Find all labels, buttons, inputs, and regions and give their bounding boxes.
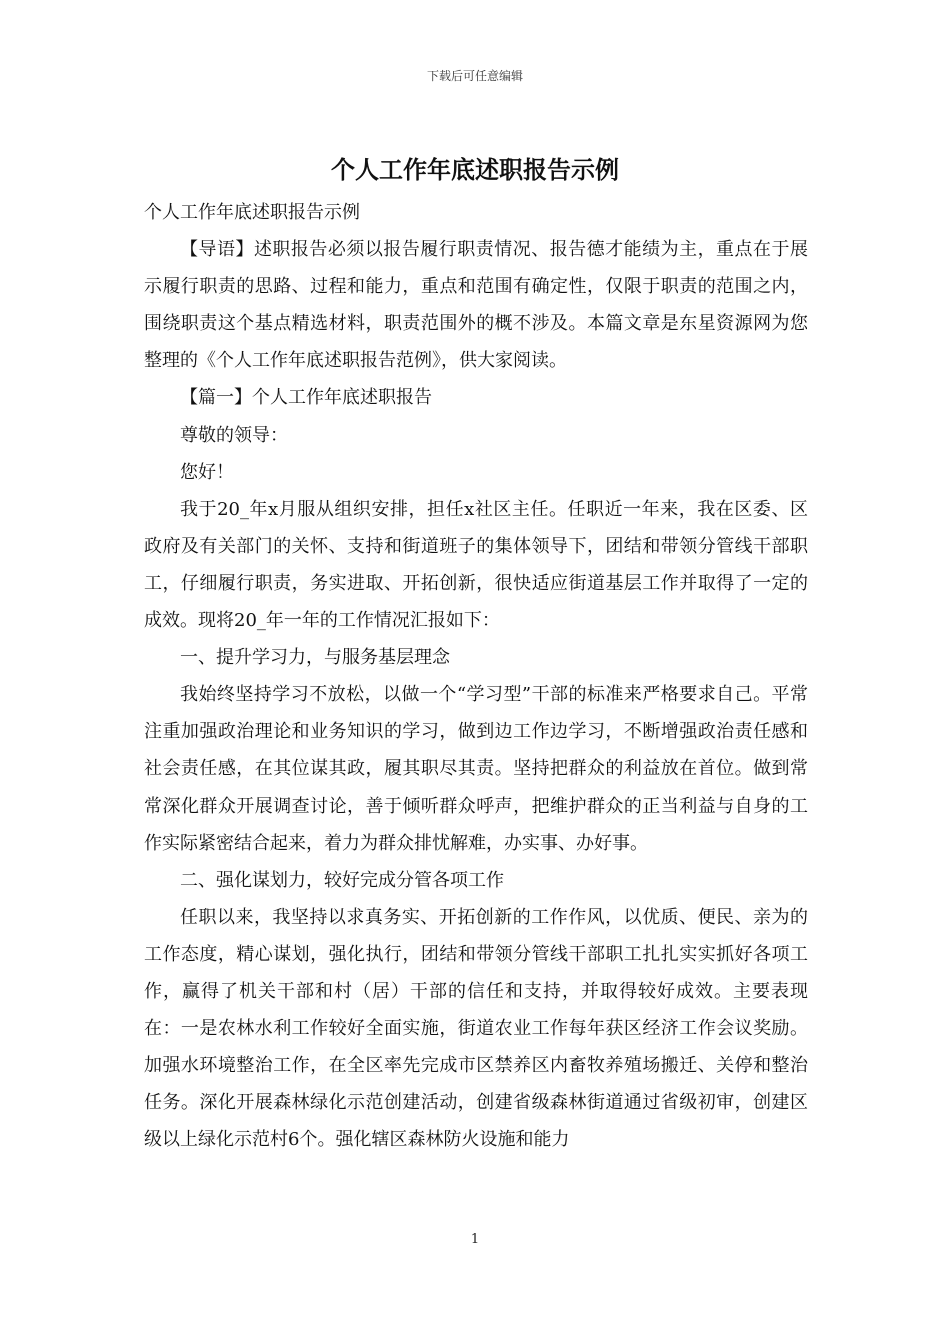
section-heading-2: 二、强化谋划力，较好完成分管各项工作 [180,869,504,891]
document-body [144,194,808,1158]
body-paragraph-intro: 【导语】述职报告必须以报告履行职责情况、报告德才能绩为主，重点在于展示履行职责的思路、过程和能力，重点和范围有确定性，仅限于职责的范围之内，围绕职责这个基点精选材料，职责范围外的概不涉及。本篇文章是东星资源网为您整理的《个人工作年底述职报告范例》，供大家阅读。 [144,239,808,372]
body-paragraph-subtitle: 个人工作年底述职报告示例 [144,202,360,223]
page-number: 1 [470,1232,480,1247]
section-heading-1: 一、提升学习力，与服务基层理念 [180,647,450,669]
body-paragraph-overview: 我于20_年x月服从组织安排，担任x社区主任。任职近一年来，我在区委、区政府及有关部门的关怀、支持和街道班子的集体领导下，团结和带领分管线干部职工，仔细履行职责，务实进取、开拓创新，很快适应街道基层工作并取得了一定的成效。现将20_年一年的工作情况汇报如下： [144,498,808,632]
salutation: 尊敬的领导： [180,424,288,446]
greeting: 您好！ [180,461,234,483]
document-title: 个人工作年底述职报告示例 [331,155,619,184]
body-paragraph-planning: 任职以来，我坚持以求真务实、开拓创新的工作作风，以优质、便民、亲为的工作态度，精心谋划，强化执行，团结和带领分管线干部职工扎扎实实抓好各项工作，赢得了机关干部和村（居）干部的信任和支持，并取得较好成效。主要表现在：一是农林水利工作较好全面实施，街道农业工作每年获区经济工作会议奖励。加强水环境整治工作，在全区率先完成市区禁养区内畜牧养殖场搬迁、关停和整治任务。深化开展森林绿化示范创建活动，创建省级森林街道通过省级初审，创建区级以上绿化示范村6个。强化辖区森林防火设施和能力 [144,906,808,1151]
section-heading-part-one: 【篇一】个人工作年底述职报告 [180,387,432,409]
body-paragraph-learning: 我始终坚持学习不放松，以做一个“学习型”干部的标准来严格要求自己。平常注重加强政治理论和业务知识的学习，做到边工作边学习，不断增强政治责任感和社会责任感，在其位谋其政，履其职尽其责。坚持把群众的利益放在首位。做到常常深化群众开展调查讨论，善于倾听群众呼声，把维护群众的正当利益与自身的工作实际紧密结合起来，着力为群众排忧解难，办实事、办好事。 [144,684,808,854]
header-note: 下载后可任意编辑 [426,69,523,83]
